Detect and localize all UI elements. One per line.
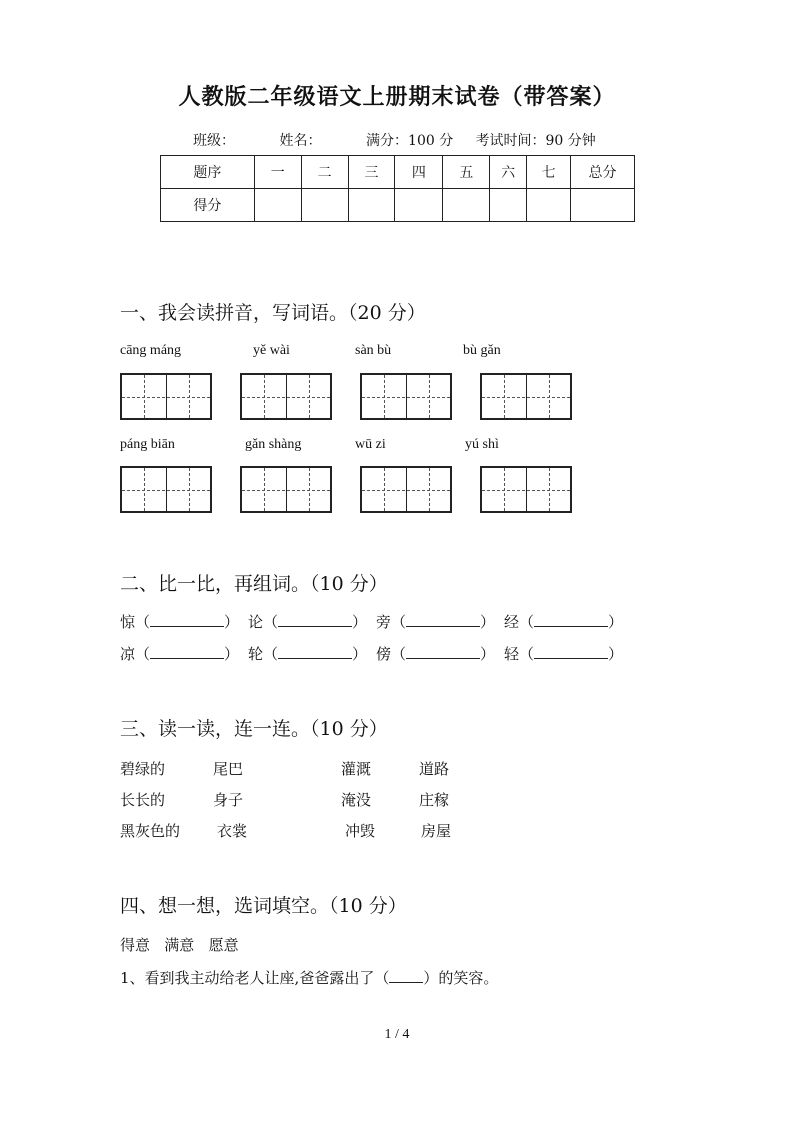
answer-blank[interactable]	[389, 969, 423, 983]
page-number: 1 / 4	[384, 1027, 410, 1042]
writing-grid[interactable]	[240, 466, 332, 513]
pinyin-label: yú shì	[465, 437, 499, 452]
score-header-cell: 七	[527, 156, 571, 189]
compare-char: 傍	[376, 645, 392, 663]
exam-info-line	[193, 130, 596, 150]
score-header-cell: 一	[254, 156, 301, 189]
answer-blank[interactable]	[406, 645, 480, 659]
section-4-heading: 四、想一想，选词填空。（10 分）	[120, 895, 407, 917]
compare-item: 轮（ ）	[248, 645, 368, 663]
score-header-cell: 总分	[571, 156, 635, 189]
connect-word[interactable]: 灌溉	[341, 760, 372, 778]
pinyin-label: páng biān	[120, 437, 175, 452]
pinyin-label: bù gǎn	[463, 343, 501, 358]
compare-char: 轻	[504, 645, 520, 663]
question-1	[120, 967, 498, 988]
connect-word[interactable]: 黑灰色的	[120, 822, 181, 840]
writing-grid[interactable]	[360, 466, 452, 513]
score-cell[interactable]	[527, 189, 571, 222]
connect-word[interactable]: 房屋	[421, 822, 452, 840]
section-3-heading: 三、读一读，连一连。（10 分）	[120, 718, 388, 740]
score-cell[interactable]	[490, 189, 527, 222]
writing-grid[interactable]	[120, 373, 212, 420]
compare-item: 轻（ ）	[504, 645, 624, 663]
score-cell[interactable]	[395, 189, 443, 222]
compare-item: 惊（ ）	[120, 613, 240, 631]
connect-word[interactable]: 衣裳	[217, 822, 248, 840]
score-header-cell: 二	[301, 156, 348, 189]
answer-blank[interactable]	[406, 613, 480, 627]
writing-grid[interactable]	[240, 373, 332, 420]
score-header-cell: 五	[443, 156, 490, 189]
connect-word[interactable]: 道路	[419, 760, 450, 778]
score-cell[interactable]	[443, 189, 490, 222]
connect-word[interactable]: 碧绿的	[120, 760, 166, 778]
compare-item: 论（ ）	[248, 613, 368, 631]
score-cell[interactable]	[254, 189, 301, 222]
connect-word[interactable]: 尾巴	[213, 760, 244, 778]
answer-blank[interactable]	[534, 613, 608, 627]
answer-blank[interactable]	[534, 645, 608, 659]
writing-grid[interactable]	[360, 373, 452, 420]
score-cell[interactable]	[301, 189, 348, 222]
question-1-text-before: 1、看到我主动给老人让座,爸爸露出了（	[120, 969, 390, 987]
connect-word[interactable]: 冲毁	[345, 822, 376, 840]
connect-word[interactable]: 长长的	[120, 791, 166, 809]
answer-blank[interactable]	[150, 613, 224, 627]
score-table-score-row	[161, 189, 635, 222]
compare-char: 旁	[376, 613, 392, 631]
compare-item: 经（ ）	[504, 613, 624, 631]
compare-char: 经	[504, 613, 520, 631]
name-label: 姓名：	[279, 133, 322, 149]
writing-grid[interactable]	[480, 466, 572, 513]
answer-blank[interactable]	[278, 645, 352, 659]
compare-char: 惊	[120, 613, 136, 631]
class-label: 班级：	[193, 133, 235, 149]
word-choices: 得意 满意 愿意	[120, 936, 239, 954]
section-1-heading: 一、我会读拼音，写词语。（20 分）	[120, 302, 426, 324]
score-header-cell: 四	[395, 156, 443, 189]
writing-grid[interactable]	[480, 373, 572, 420]
full-score-label: 满分：100 分	[366, 133, 454, 149]
pinyin-label: yě wài	[253, 343, 290, 358]
pinyin-label: gǎn shàng	[245, 437, 302, 452]
exam-time-label: 考试时间：90 分钟	[475, 133, 596, 149]
compare-char: 轮	[248, 645, 264, 663]
compare-item: 凉（ ）	[120, 645, 240, 663]
compare-item: 傍（ ）	[376, 645, 496, 663]
connect-word[interactable]: 庄稼	[419, 791, 450, 809]
compare-item: 旁（ ）	[376, 613, 496, 631]
score-table-header-row	[161, 156, 635, 189]
compare-char: 凉	[120, 645, 136, 663]
page-title: 人教版二年级语文上册期末试卷（带答案）	[178, 84, 616, 110]
writing-grid[interactable]	[120, 466, 212, 513]
compare-char: 论	[248, 613, 264, 631]
question-1-text-after: ）的笑容。	[423, 969, 499, 987]
score-header-cell: 六	[490, 156, 527, 189]
score-header-cell: 三	[348, 156, 395, 189]
connect-word[interactable]: 身子	[213, 791, 244, 809]
answer-blank[interactable]	[278, 613, 352, 627]
answer-blank[interactable]	[150, 645, 224, 659]
connect-word[interactable]: 淹没	[341, 791, 372, 809]
pinyin-label: sàn bù	[355, 343, 392, 358]
score-header-cell: 题序	[161, 156, 255, 189]
score-cell[interactable]	[571, 189, 635, 222]
score-cell[interactable]	[348, 189, 395, 222]
pinyin-label: wū zi	[355, 437, 386, 452]
score-row-label: 得分	[161, 189, 255, 222]
pinyin-label: cāng máng	[120, 343, 182, 358]
score-table	[160, 155, 635, 222]
section-2-heading: 二、比一比，再组词。（10 分）	[120, 573, 388, 595]
